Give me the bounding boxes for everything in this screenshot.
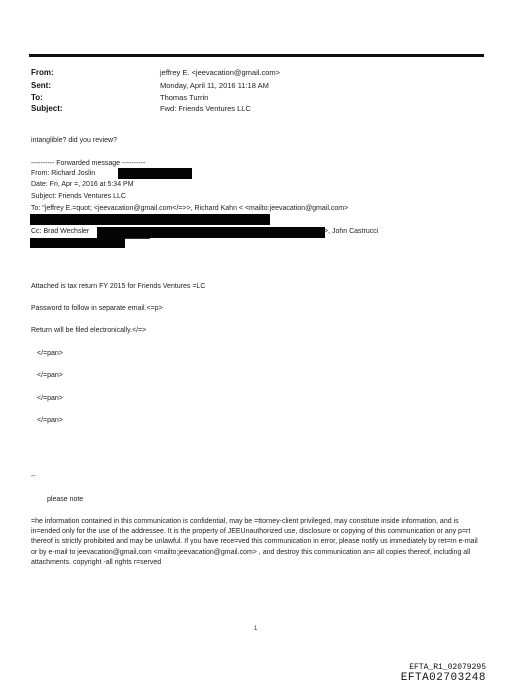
forwarded-marker: ---------- Forwarded message ---------- <box>31 160 146 167</box>
header-rule <box>29 54 484 57</box>
body-line-password: Password to follow in separate email.<=p> <box>31 305 163 312</box>
forwarded-subject: Subject: Friends Ventures LLC <box>31 193 126 200</box>
body-line-attached: Attached is tax return FY 2015 for Friends Ventures =LC <box>31 283 206 290</box>
span-fragment: </=pan> <box>37 372 63 379</box>
subject-label: Subject: <box>31 104 63 113</box>
note-title: please note <box>47 496 84 503</box>
span-fragment: </=pan> <box>37 417 63 424</box>
bates-number-small: EFTA_R1_02079295 <box>409 663 486 672</box>
to-label: To: <box>31 93 43 102</box>
redaction-box <box>118 168 192 179</box>
subject-value: Fwd: Friends Ventures LLC <box>160 104 251 113</box>
to-value: Thomas Turrin <box>160 93 209 102</box>
span-fragment: </=pan> <box>37 395 63 402</box>
redaction-box <box>30 238 125 248</box>
forwarded-to: To: "jeffrey E.=quot; <jeevacation@gmail.com</=>>, Richard Kahn < <mailto:jeevacation@gmail.com> <box>31 205 349 212</box>
redaction-box <box>30 214 270 225</box>
forwarded-cc-tail: >, John Castrucci <box>324 228 379 235</box>
body-line-return: Return will be filed electronically.</=> <box>31 327 147 334</box>
forwarded-date: Date: Fri, Apr =, 2016 at 5:34 PM <box>31 181 134 188</box>
span-fragment: </=pan> <box>37 350 63 357</box>
bates-number: EFTA02703248 <box>400 672 486 684</box>
redaction-box <box>97 227 325 238</box>
signature-dashes: -- <box>31 473 36 480</box>
sent-value: Monday, April 11, 2016 11:18 AM <box>160 81 269 90</box>
intro-text: intanglible? did you review? <box>31 137 117 144</box>
forwarded-from: From: Richard Joslin <box>31 170 96 177</box>
confidentiality-notice: =he information contained in this communication is confidential, may be =ttorney-client privileged, may constitute inside information, and is in=ended only for the use of the addressee. It is the property of JEEUnauthorized use, disclosure or copying of this communication or any p=rt thereof is strictly prohibited and may be unlawful. If you have rece=ved this communication in error, please notify us immediately by ret=rn e-mail or by e-mail to jeevacation@gmail.com <mailto:jeevacation@gmail.com> , and destroy this communication an= all copies thereof, including all attachments. copyright -all rights r=served <box>31 518 478 566</box>
from-label: From: <box>31 68 54 77</box>
from-value: jeffrey E. <jeevacation@gmail.com> <box>160 68 281 77</box>
sent-label: Sent: <box>31 81 51 90</box>
forwarded-cc: Cc: Brad Wechsler <box>31 228 90 235</box>
page-number: 1 <box>254 626 258 632</box>
